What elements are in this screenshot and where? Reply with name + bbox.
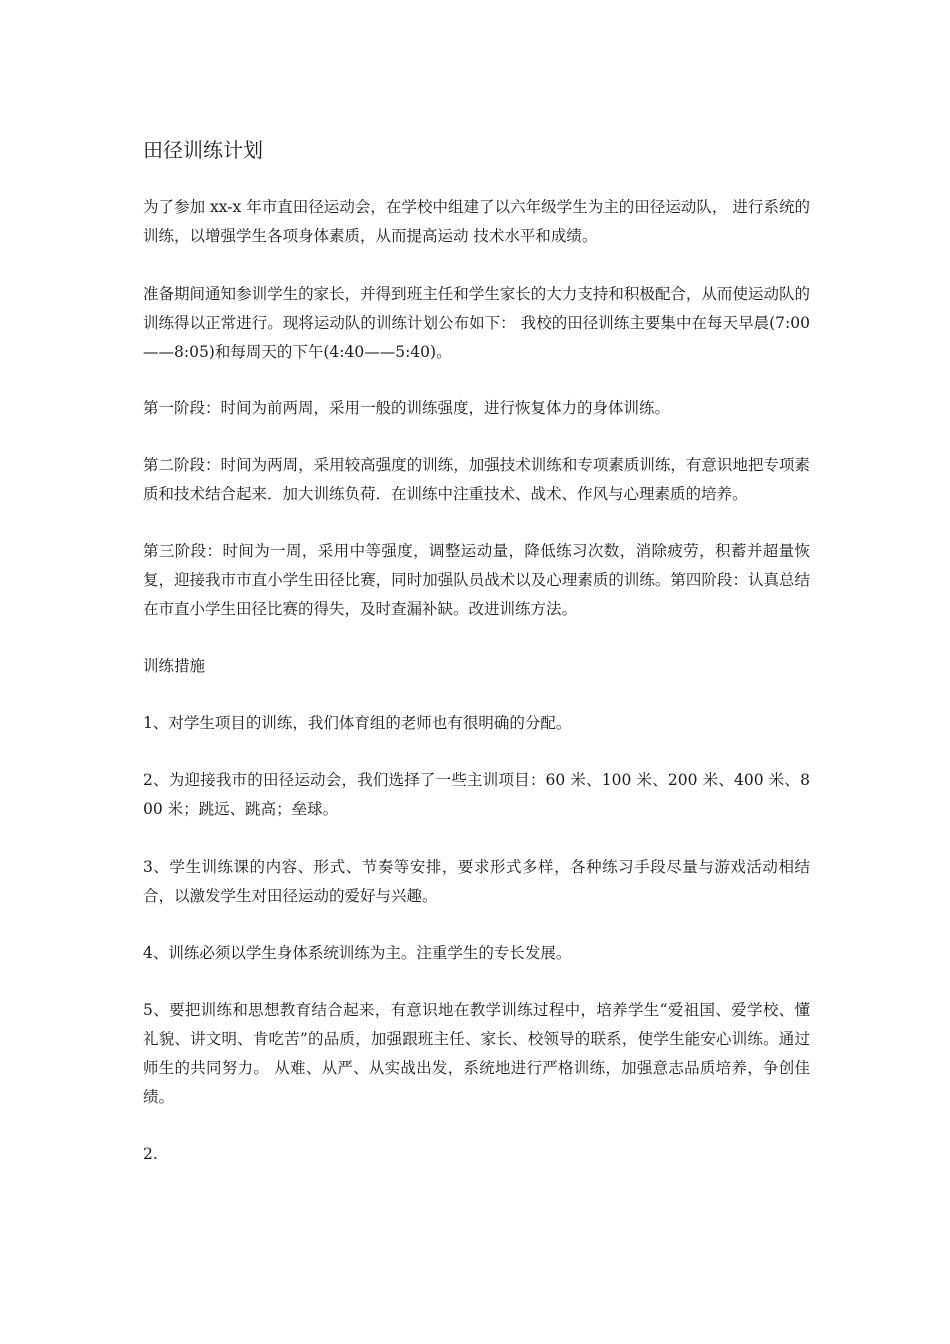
- paragraph-stage-three: 第三阶段：时间为一周，采用中等强度，调整运动量，降低练习次数，消除疲劳，积蓄并超量恢复，迎接我市市直小学生田径比赛，同时加强队员战术以及心理素质的训练。第四阶段：认真总结在市直小学生田径比赛的得失，及时查漏补缺。改进训练方法。: [143, 542, 810, 618]
- measure-item-4: 4、训练必须以学生身体系统训练为主。注重学生的专长发展。: [143, 944, 572, 962]
- measure-item-3: 3、学生训练课的内容、形式、节奏等安排，要求形式多样，各种练习手段尽量与游戏活动相结合，以激发学生对田径运动的爱好与兴趣。: [143, 858, 810, 905]
- paragraph-stage-one: 第一阶段：时间为前两周，采用一般的训练强度，进行恢复体力的身体训练。: [143, 399, 671, 417]
- paragraph-intro: 为了参加 xx-x 年市直田径运动会，在学校中组建了以六年级学生为主的田径运动队， 进行系统的训练，以增强学生各项身体素质，从而提高运动 技术水平和成绩。: [143, 198, 810, 245]
- measure-item-2: 2、为迎接我市的田径运动会，我们选择了一些主训项目：60 米、100 米、200 米、400 米、800 米；跳远、跳高；垒球。: [143, 771, 810, 818]
- section-heading-measures: 训练措施: [143, 657, 206, 675]
- page-number: 2.: [143, 1145, 158, 1163]
- measure-item-5: 5、要把训练和思想教育结合起来，有意识地在教学训练过程中，培养学生“爱祖国、爱学校、懂礼貌、讲文明、肯吃苦”的品质，加强跟班主任、家长、校领导的联系，使学生能安心训练。通过师生的共同努力。 从难、从严、从实战出发，系统地进行严格训练，加强意志品质培养，争创佳绩。: [143, 1001, 810, 1106]
- measure-item-1: 1、对学生项目的训练，我们体育组的老师也有很明确的分配。: [143, 714, 572, 732]
- document-title: 田径训练计划: [143, 138, 263, 162]
- paragraph-stage-two: 第二阶段：时间为两周，采用较高强度的训练，加强技术训练和专项素质训练，有意识地把专项素质和技术结合起来．加大训练负荷．在训练中注重技术、战术、作风与心理素质的培养。: [143, 456, 810, 503]
- paragraph-preparation: 准备期间通知参训学生的家长，并得到班主任和学生家长的大力支持和积极配合，从而使运动队的训练得以正常进行。现将运动队的训练计划公布如下： 我校的田径训练主要集中在每天早晨(7:00——8:05)和每周天的下午(4:40——5:40)。: [143, 285, 810, 361]
